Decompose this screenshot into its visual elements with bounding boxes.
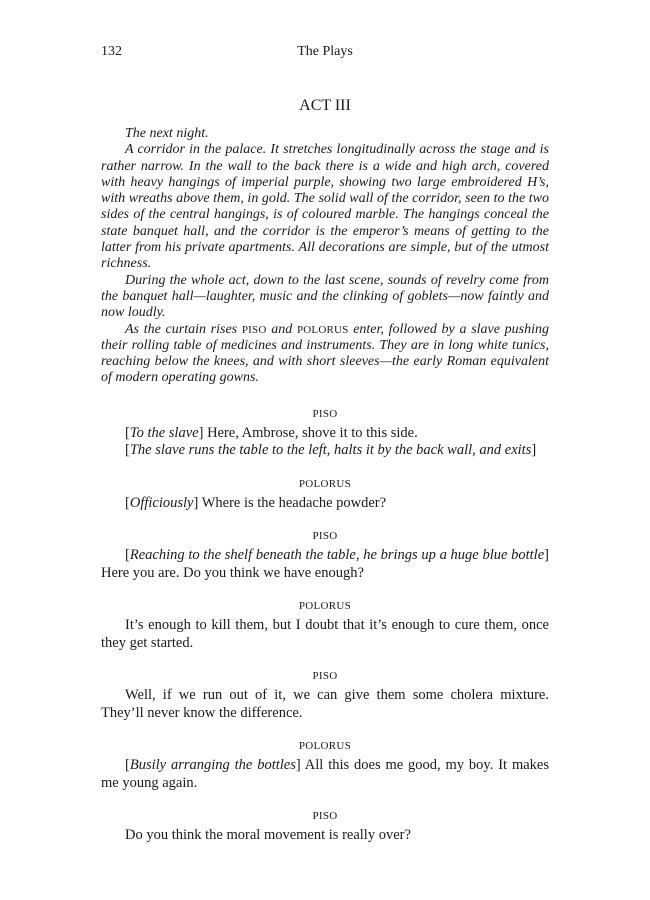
stage-direction-time: The next night. <box>125 126 209 141</box>
dialogue-line: [Reaching to the shelf beneath the table, he brings up a huge blue bottle] Here you are. Do you think we have enough? <box>101 547 549 581</box>
character-name-polorus: POLORUS <box>296 323 349 336</box>
speaker-name: POLORUS <box>298 477 352 490</box>
act-title: ACT III <box>299 97 351 114</box>
character-name-piso: PISO <box>241 323 267 336</box>
opening-stage-directions <box>101 126 549 387</box>
entrance-text: and <box>271 321 293 337</box>
book-title: The Plays <box>297 44 353 59</box>
dialogue-line: [To the slave] Here, Ambrose, shove it to this side. <box>125 424 418 441</box>
dialogue-line: [Busily arranging the bottles] All this does me good, my boy. It makes me young again. <box>101 757 549 791</box>
stage-direction-setting: A corridor in the palace. It stretches longitudinally across the stage and is rather narrow. In the wall to the back there is a wide and high arch, covered with heavy hangings of imperial purple, showing two large embroidered H’s, with wreaths above them, in gold. The solid wall of the corridor, seen to the two sides of the central hangings, is of coloured marble. The hangings conceal the state banquet hall, and the corridor is the emperor’s means of getting to the latter from his private apartments. All decorations are simple, but of the utmost richness. <box>101 142 549 272</box>
stage-direction: To the slave <box>129 424 199 441</box>
entrance-text: As the curtain rises <box>125 321 238 337</box>
speaker-name: PISO <box>312 670 338 683</box>
stage-direction-sounds: During the whole act, down to the last scene, sounds of revelry come from the banquet hall—laughter, music and the clinking of goblets—now faintly and now loudly. <box>101 272 549 321</box>
stage-direction-entrance <box>101 322 549 387</box>
stage-direction: The slave runs the table to the left, halts it by the back wall, and exits <box>129 442 532 459</box>
page-body <box>101 96 549 845</box>
speech-text: Here you are. Do you think we have enough? <box>101 564 364 581</box>
speech-text: All this does me good, my boy. It makes me young again. <box>101 757 549 791</box>
dialogue-line: Do you think the moral movement is really over? <box>125 827 411 844</box>
page-number: 132 <box>101 44 122 59</box>
speech-text: Where is the headache powder? <box>198 494 387 511</box>
stage-direction-line: [The slave runs the table to the left, halts it by the back wall, and exits] <box>125 442 537 459</box>
stage-direction: Busily arranging the bottles <box>129 757 296 774</box>
entrance-text: enter, followed by a slave pushing their rolling table of medicines and instruments. They are in long white tunics, reaching below the knees, and with short sleeves—the early Roman equivalent of modern operating gowns. <box>101 321 550 386</box>
dialogue-line: It’s enough to kill them, but I doubt that it’s enough to cure them, once they get started. <box>101 617 549 651</box>
stage-direction: Reaching to the shelf beneath the table, he brings up a huge blue bottle <box>129 547 545 564</box>
speech-text: Here, Ambrose, shove it to this side. <box>203 424 418 441</box>
speaker-name: PISO <box>312 407 338 420</box>
speaker-name: PISO <box>312 530 338 543</box>
speaker-name: PISO <box>312 810 338 823</box>
dialogue-line: [Officiously] Where is the headache powder? <box>125 494 387 511</box>
stage-direction: Officiously <box>129 494 194 511</box>
speaker-name: POLORUS <box>298 740 352 753</box>
speaker-name: POLORUS <box>298 600 352 613</box>
dialogue-line: Well, if we run out of it, we can give them some cholera mixture. They’ll never know the difference. <box>101 687 549 721</box>
